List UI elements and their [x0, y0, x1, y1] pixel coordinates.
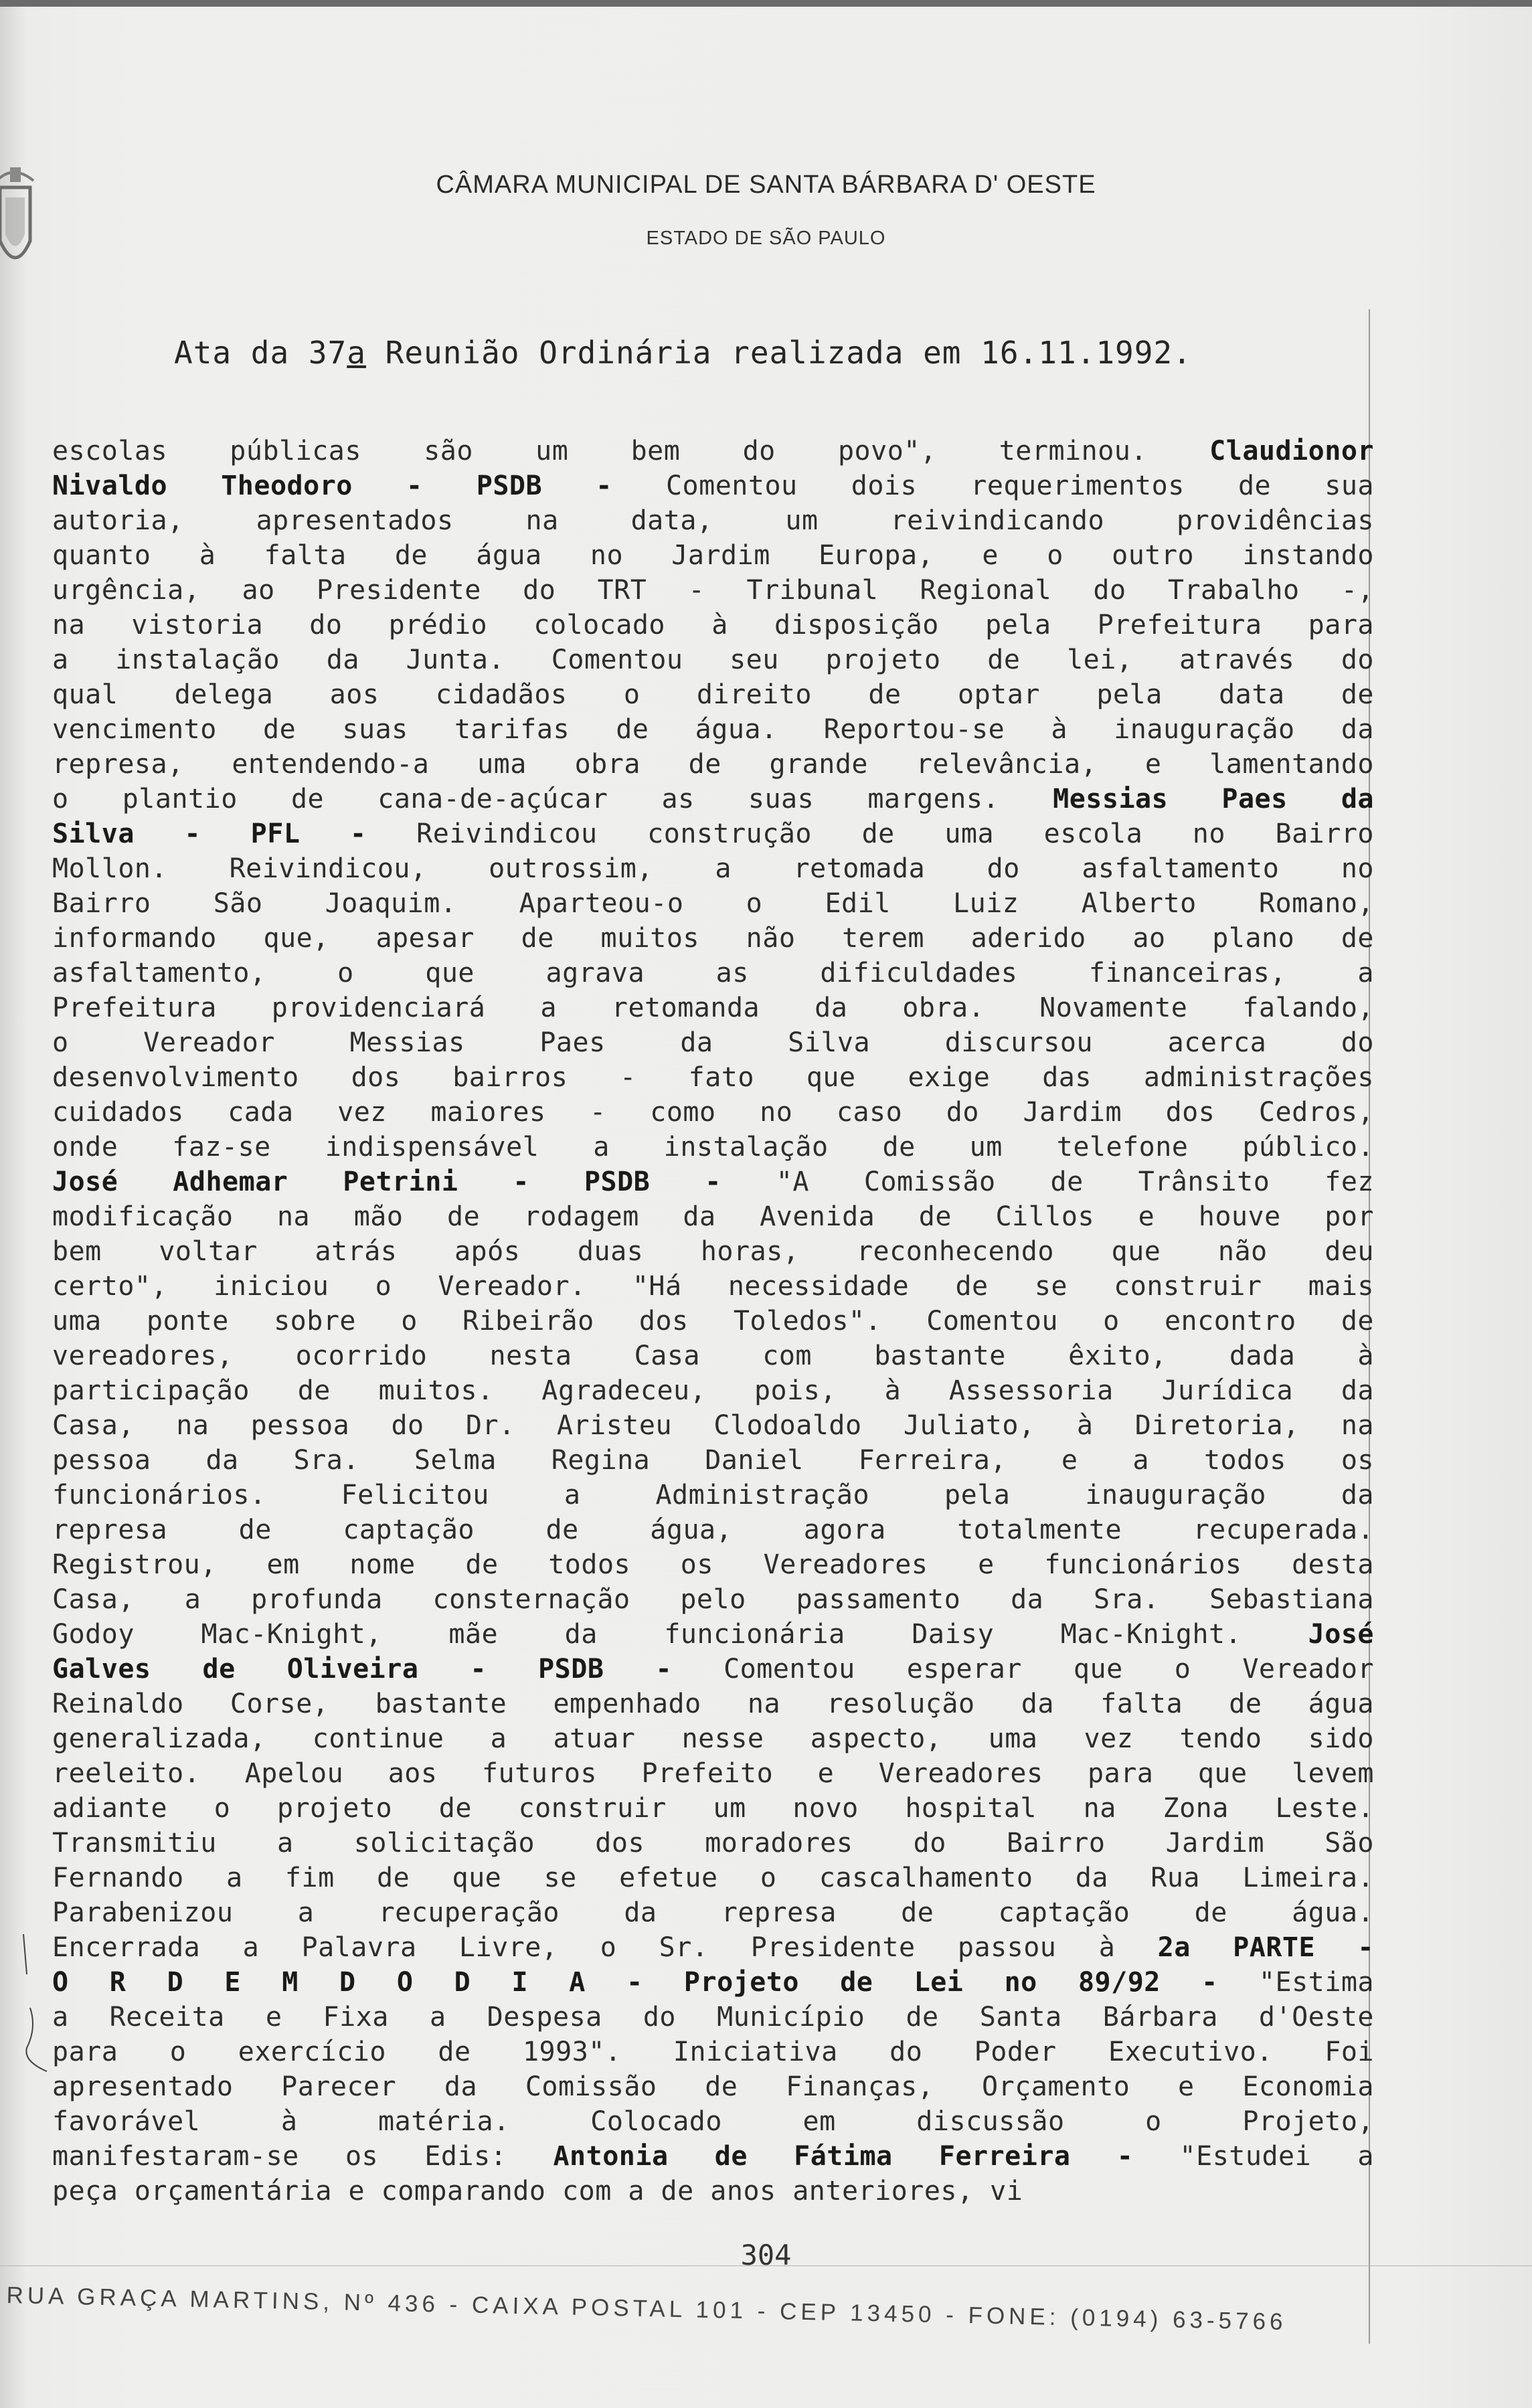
text-line — [52, 608, 1374, 642]
line-text: Reinaldo Corse, bastante empenhado na resolução da falta de água — [52, 1689, 1374, 1719]
speaker-name: Silva - PFL - — [52, 819, 367, 849]
text-line — [52, 2000, 1374, 2035]
text-line — [52, 2104, 1374, 2139]
line-text: Comentou esperar que o Vereador — [672, 1654, 1374, 1685]
line-text: generalizada, continue a atuar nesse aspecto, uma vez tendo sido — [52, 1723, 1374, 1754]
line-text: certo", iniciou o Vereador. "Há necessidade de se construir mais — [52, 1271, 1374, 1302]
line-text: pessoa da Sra. Selma Regina Daniel Ferreira, e a todos os — [52, 1445, 1374, 1476]
text-line — [52, 1826, 1374, 1861]
text-line — [52, 468, 1374, 503]
speaker-name: Nivaldo Theodoro - PSDB - — [52, 470, 612, 501]
line-text: "Estudei a — [1133, 2141, 1375, 2172]
line-text: o Vereador Messias Paes da Silva discursou acerca do — [52, 1027, 1374, 1058]
line-text: escolas públicas são um bem do povo", terminou. — [52, 436, 1210, 466]
speaker-name: Antonia de Fátima Ferreira - — [553, 2141, 1134, 2172]
line-text: represa de captação de água, agora totalmente recuperada. — [52, 1515, 1374, 1545]
line-text: participação de muitos. Agradeceu, pois, à Assessoria Jurídica da — [52, 1375, 1374, 1406]
line-text: Fernando a fim de que se efetue o cascalhamento da Rua Limeira. — [52, 1863, 1374, 1893]
text-line — [52, 1095, 1374, 1130]
minutes-title-suffix: Reunião Ordinária realizada em 16.11.1992. — [365, 335, 1192, 371]
line-text: vencimento de suas tarifas de água. Reportou-se à inauguração da — [52, 714, 1374, 745]
text-line — [52, 1652, 1374, 1687]
line-text: na vistoria do prédio colocado à disposição pela Prefeitura para — [52, 610, 1374, 640]
line-text: urgência, ao Presidente do TRT - Tribunal Regional do Trabalho -, — [52, 575, 1374, 606]
line-text: Parabenizou a recuperação da represa de captação de água. — [52, 1897, 1374, 1928]
line-text: Prefeitura providenciará a retomanda da obra. Novamente falando, — [52, 993, 1374, 1023]
line-text: onde faz-se indispensável a instalação de um telefone público. — [52, 1132, 1374, 1163]
line-text: represa, entendendo-a uma obra de grande relevância, e lamentando — [52, 749, 1374, 780]
line-text: a instalação da Junta. Comentou seu projeto de lei, através do — [52, 644, 1374, 675]
text-line — [52, 642, 1374, 677]
line-text: cuidados cada vez maiores - como no caso do Jardim dos Cedros, — [52, 1097, 1374, 1128]
text-line — [52, 782, 1374, 816]
speaker-name: José Adhemar Petrini - PSDB - — [52, 1167, 721, 1197]
line-text: vereadores, ocorrido nesta Casa com bastante êxito, dada à — [52, 1341, 1374, 1371]
line-text: funcionários. Felicitou a Administração pela inauguração da — [52, 1480, 1374, 1511]
line-text: Registrou, em nome de todos os Vereadores e funcionários desta — [52, 1549, 1374, 1580]
speaker-name: Claudionor — [1209, 436, 1374, 466]
speaker-name: 2a PARTE - — [1157, 1932, 1374, 1963]
speaker-name: O R D E M D O D I A - Projeto de Lei no 89/92 - — [52, 1967, 1218, 1998]
minutes-title — [174, 335, 1192, 371]
line-text: quanto à falta de água no Jardim Europa, e o outro instando — [52, 540, 1374, 571]
line-text: peça orçamentária e comparando com a de anos anteriores, vi — [52, 2176, 1023, 2207]
text-line — [52, 1617, 1374, 1652]
line-text: para o exercício de 1993". Iniciativa do Poder Executivo. Foi — [52, 2037, 1374, 2067]
line-text: manifestaram-se os Edis: — [52, 2141, 554, 2172]
text-line — [52, 886, 1374, 921]
line-text: modificação na mão de rodagem da Avenida de Cillos e houve por — [52, 1201, 1374, 1232]
text-line — [52, 1339, 1374, 1373]
minutes-title-prefix: Ata da 37 — [174, 335, 347, 371]
minutes-title-ordinal: a — [347, 335, 366, 371]
text-line — [52, 851, 1374, 886]
text-line — [52, 956, 1374, 991]
footer-address: RUA GRAÇA MARTINS, Nº 436 - CAIXA POSTAL 101 - CEP 13450 - FONE: (0194) 63-5766 — [6, 2282, 1287, 2336]
text-line — [52, 1513, 1374, 1547]
text-line — [52, 921, 1374, 956]
text-line — [52, 2139, 1374, 2174]
line-text: Mollon. Reivindicou, outrossim, a retomada do asfaltamento no — [52, 853, 1374, 884]
top-edge — [0, 0, 1532, 7]
line-text: Casa, a profunda consternação pelo passamento da Sra. Sebastiana — [52, 1584, 1374, 1615]
text-line — [52, 1234, 1374, 1269]
text-line — [52, 434, 1374, 468]
text-line — [52, 1130, 1374, 1165]
handwritten-margin-mark — [20, 1927, 54, 2075]
text-line — [52, 2174, 1374, 2209]
line-text: Reivindicou construção de uma escola no Bairro — [366, 819, 1374, 849]
line-text: apresentado Parecer da Comissão de Finanças, Orçamento e Economia — [52, 2071, 1374, 2102]
text-line — [52, 1478, 1374, 1513]
text-line — [52, 1408, 1374, 1443]
chamber-title: CÂMARA MUNICIPAL DE SANTA BÁRBARA D' OESTE — [436, 171, 1096, 199]
line-text: Casa, na pessoa do Dr. Aristeu Clodoaldo Juliato, à Diretoria, na — [52, 1410, 1374, 1441]
minutes-body — [52, 434, 1374, 2209]
text-line — [52, 573, 1374, 608]
state-subtitle: ESTADO DE SÃO PAULO — [646, 228, 886, 249]
line-text: asfaltamento, o que agrava as dificuldades financeiras, a — [52, 958, 1374, 988]
line-text: Comentou dois requerimentos de sua — [612, 470, 1374, 501]
text-line — [52, 1895, 1374, 1930]
text-line — [52, 1025, 1374, 1060]
line-text: "Estima — [1217, 1967, 1375, 1998]
text-line — [52, 1861, 1374, 1895]
text-line — [52, 1443, 1374, 1478]
page-number: 304 — [740, 2239, 792, 2271]
line-text: "A Comissão de Trânsito fez — [721, 1167, 1375, 1197]
line-text: a Receita e Fixa a Despesa do Município de Santa Bárbara d'Oeste — [52, 2002, 1374, 2033]
line-text: Encerrada a Palavra Livre, o Sr. Presidente passou à — [52, 1932, 1158, 1963]
text-line — [52, 816, 1374, 851]
text-line — [52, 1547, 1374, 1582]
line-text: reeleito. Apelou aos futuros Prefeito e Vereadores para que levem — [52, 1758, 1374, 1789]
text-line — [52, 503, 1374, 538]
text-line — [52, 1791, 1374, 1826]
speaker-name: José — [1308, 1619, 1374, 1650]
line-text: qual delega aos cidadãos o direito de optar pela data de — [52, 679, 1374, 710]
text-line — [52, 747, 1374, 782]
text-line — [52, 1930, 1374, 1965]
speaker-name: Messias Paes da — [1053, 784, 1374, 814]
text-line — [52, 1687, 1374, 1721]
text-line — [52, 1269, 1374, 1304]
line-text: uma ponte sobre o Ribeirão dos Toledos". Comentou o encontro de — [52, 1306, 1374, 1337]
text-line — [52, 991, 1374, 1025]
text-line — [52, 1304, 1374, 1339]
text-line — [52, 1721, 1374, 1756]
text-line — [52, 2035, 1374, 2069]
text-line — [52, 1965, 1374, 2000]
line-text: o plantio de cana-de-açúcar as suas margens. — [52, 784, 1053, 814]
text-line — [52, 1060, 1374, 1095]
line-text: autoria, apresentados na data, um reivindicando providências — [52, 505, 1374, 536]
text-line — [52, 1199, 1374, 1234]
text-line — [52, 2069, 1374, 2104]
line-text: informando que, apesar de muitos não terem aderido ao plano de — [52, 923, 1374, 954]
speaker-name: Galves de Oliveira - PSDB - — [52, 1654, 673, 1685]
line-text: Bairro São Joaquim. Aparteou-o o Edil Luiz Alberto Romano, — [52, 888, 1374, 919]
line-text: adiante o projeto de construir um novo hospital na Zona Leste. — [52, 1793, 1374, 1824]
text-line — [52, 1165, 1374, 1199]
text-line — [52, 1582, 1374, 1617]
line-text: Godoy Mac-Knight, mãe da funcionária Daisy Mac-Knight. — [52, 1619, 1308, 1650]
line-text: bem voltar atrás após duas horas, reconhecendo que não deu — [52, 1236, 1374, 1267]
text-line — [52, 712, 1374, 747]
text-line — [52, 1373, 1374, 1408]
line-text: favorável à matéria. Colocado em discussão o Projeto, — [52, 2106, 1374, 2137]
text-line — [52, 1756, 1374, 1791]
line-text: desenvolvimento dos bairros - fato que exige das administrações — [52, 1062, 1374, 1093]
text-line — [52, 538, 1374, 573]
text-line — [52, 677, 1374, 712]
line-text: Transmitiu a solicitação dos moradores do Bairro Jardim São — [52, 1828, 1374, 1859]
